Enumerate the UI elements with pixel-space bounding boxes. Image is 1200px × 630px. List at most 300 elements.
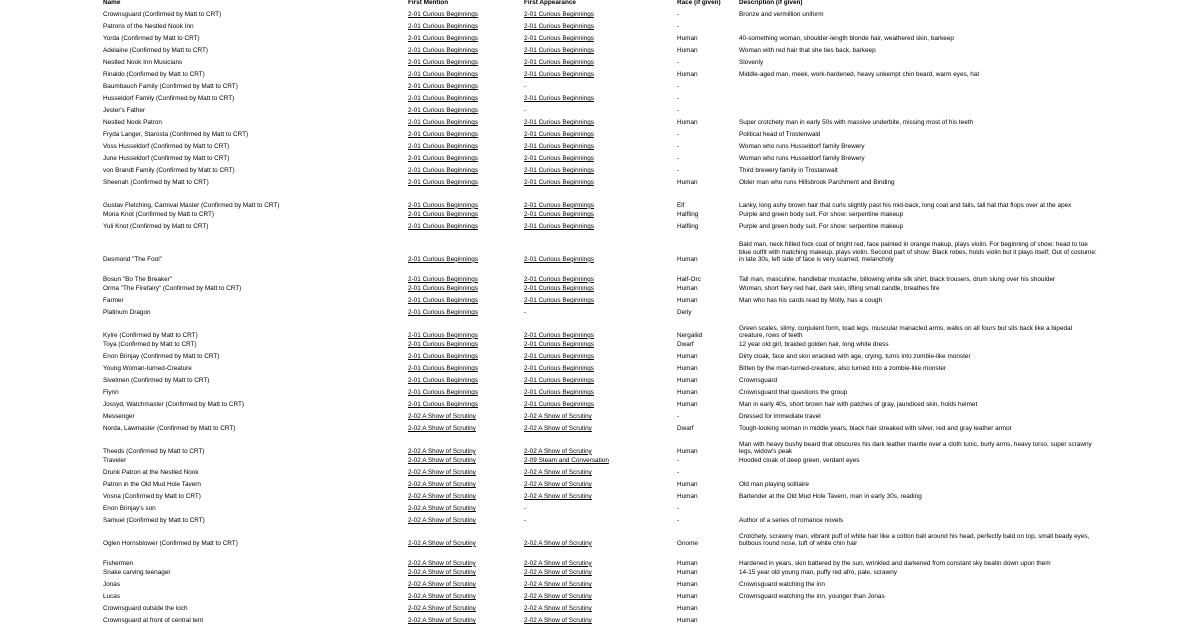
cell-first-mention-link[interactable]: 2-01 Curious Beginnings [408,47,478,55]
cell-first-appearance-link[interactable]: 2-01 Curious Beginnings [524,47,594,55]
cell-description: Purple and green body suit. For show: serpentine makeup [739,223,904,231]
cell-first-mention-link[interactable]: 2-01 Curious Beginnings [408,211,478,219]
cell-race: Gnome [677,539,698,547]
cell-first-mention [407,503,523,515]
table-row [102,81,1099,93]
cell-name: Oglen Hornsblower (Confirmed by Matt to CRT) [103,539,238,547]
cell-first-appearance-link[interactable]: 2-01 Curious Beginnings [524,119,594,127]
table-row [102,387,1099,399]
cell-first-appearance-link[interactable]: 2-02 A Show of Scrutiny [524,593,592,601]
cell-first-mention-link[interactable]: 2-02 A Show of Scrutiny [408,413,476,421]
cell-description: Political head of Trostenwald [739,131,821,139]
cell-first-mention-link[interactable]: 2-01 Curious Beginnings [408,223,478,231]
cell-first-mention-link[interactable]: 2-02 A Show of Scrutiny [408,505,476,513]
cell-first-mention [407,363,523,375]
table-row [102,295,1099,307]
cell-race: - [677,11,680,19]
cell-first-appearance [523,117,676,129]
cell-first-appearance [523,479,676,491]
cell-first-mention [407,177,523,189]
cell-first-appearance [523,177,676,189]
cell-race: Human [677,71,698,79]
cell-first-mention [407,263,523,283]
cell-race: Human [677,593,698,601]
cell-first-appearance-link[interactable]: 2-01 Curious Beginnings [524,23,594,31]
cell-first-mention [407,9,523,21]
table-row [102,411,1099,423]
cell-description: 12 year old girl, braided golden hair, long white dress [739,341,889,349]
table-row [102,515,1099,527]
cell-description: Woman who runs Husseldorf family Brewery [739,155,865,163]
cell-first-appearance [523,263,676,283]
cell-first-appearance-link[interactable]: 2-01 Curious Beginnings [524,71,594,79]
cell-name: Traveler [103,457,127,465]
cell-name: Husseldorf Family (Confirmed by Matt to CRT) [103,95,235,103]
cell-description [738,615,1099,627]
cell-first-mention-link[interactable]: 2-01 Curious Beginnings [408,377,478,385]
cell-description: Bald man, neck frilled fock coat of bright red, face painted in orange makup, plays violin. For beginning of show: head to toe blue outfit with matching makeup, plays violin. Second part of show: Black robes, holds violin but it plays itself; Out of costume: in late 30s, left side of face is very scarred, melancholy [739,241,1097,263]
cell-description: Old man playing solitaire [739,481,809,489]
cell-race: Human [677,47,698,55]
cell-race: - [677,457,680,465]
cell-first-mention-link[interactable]: 2-01 Curious Beginnings [408,23,478,31]
cell-name: Sivelmen (Confirmed by Matt to CRT) [103,377,210,385]
cell-first-mention [407,615,523,627]
cell-name: Drunk Patron at the Nestled Nook [103,469,199,477]
cell-first-mention-link[interactable]: 2-01 Curious Beginnings [408,401,478,409]
cell-first-appearance [523,45,676,57]
cell-first-mention-link[interactable]: 2-01 Curious Beginnings [408,365,478,373]
cell-name: Farmer [103,297,124,305]
cell-name: Gustav Fletching, Carnival Master (Confirmed by Matt to CRT) [103,201,280,209]
cell-description: Middle-aged man, meek, work-hardened, heavy unkempt chin beard, warm eyes, hat [739,71,980,79]
cell-race: Human [677,389,698,397]
cell-first-mention [407,165,523,177]
table-row [102,105,1099,117]
cell-race: Human [677,617,698,625]
cell-first-appearance [523,233,676,263]
cell-first-mention-link[interactable]: 2-02 A Show of Scrutiny [408,493,476,501]
cell-first-mention-link[interactable]: 2-01 Curious Beginnings [408,285,478,293]
cell-description: Woman with red hair that she ties back, barkeep [739,47,876,55]
cell-first-mention-link[interactable]: 2-01 Curious Beginnings [408,71,478,79]
cell-description: Author of a series of romance novels [739,517,844,525]
cell-first-mention-link[interactable]: 2-01 Curious Beginnings [408,155,478,163]
cell-name: Nestled Nook Inn Musicians [103,59,183,67]
cell-description: 14-15 year old young man, puffy red afro, pale, scrawny [739,569,897,577]
cell-name: von Brandt Family (Confirmed by Matt to CRT) [103,167,235,175]
cell-description: Crownsguard that questions the group [739,389,848,397]
cell-first-mention [407,93,523,105]
cell-race: Halfling [677,211,699,219]
cell-first-appearance-link[interactable]: 2-01 Curious Beginnings [524,201,594,209]
table-row [102,615,1099,627]
cell-first-appearance [523,423,676,435]
cell-first-mention-link[interactable]: 2-01 Curious Beginnings [408,297,478,305]
cell-name: Platinum Dragon [103,309,151,317]
cell-description: Older man who runs Hillsbrook Parchment and Binding [739,179,895,187]
cell-first-mention-link[interactable]: 2-01 Curious Beginnings [408,167,478,175]
cell-first-mention-link[interactable]: 2-02 A Show of Scrutiny [408,469,476,477]
table-row [102,591,1099,603]
cell-first-appearance-link[interactable]: 2-02 A Show of Scrutiny [524,581,592,589]
table-row [102,567,1099,579]
cell-race: Human [677,255,698,263]
cell-first-mention [407,547,523,567]
cell-first-appearance [523,567,676,579]
table-row [102,491,1099,503]
cell-first-appearance [523,69,676,81]
table-row [102,375,1099,387]
table-row [102,165,1099,177]
cell-name: Fryda Langer, Starosta (Confirmed by Matt to CRT) [103,131,249,139]
cell-first-appearance-link[interactable]: 2-01 Curious Beginnings [524,143,594,151]
cell-first-appearance-link[interactable]: 2-02 A Show of Scrutiny [524,493,592,501]
cell-first-appearance-link[interactable]: 2-01 Curious Beginnings [524,167,594,175]
table-row [102,9,1099,21]
cell-first-appearance-link[interactable]: 2-01 Curious Beginnings [524,377,594,385]
cell-description: Lanky, long ashy brown hair that curls slightly past his mid-back, long coat and tails, tall hat that flops over at the apex [739,201,1072,209]
cell-name: Flynn [103,389,119,397]
cell-first-mention [407,515,523,527]
cell-first-appearance-link[interactable]: 2-02 A Show of Scrutiny [524,559,592,567]
cell-first-mention [407,527,523,547]
cell-race: Half-Orc [677,275,701,283]
table-row [102,319,1099,339]
cell-first-mention [407,153,523,165]
table-row [102,57,1099,69]
cell-first-appearance [523,189,676,209]
cell-first-mention [407,479,523,491]
cell-first-appearance-link[interactable]: 2-01 Curious Beginnings [524,211,594,219]
table-row [102,435,1099,455]
table-row [102,209,1099,221]
cell-race: Human [677,353,698,361]
cell-description: Dirty cloak, face and skin wracked with age, crying, turns into zombie-like monster [739,353,971,361]
cell-first-mention-link[interactable]: 2-02 A Show of Scrutiny [408,569,476,577]
cell-name: Toya (Confirmed by Matt to CRT) [103,341,197,349]
cell-first-appearance [523,547,676,567]
cell-first-mention-link[interactable]: 2-02 A Show of Scrutiny [408,593,476,601]
cell-name: Adelaine (Confirmed by Matt to CRT) [103,47,209,55]
cell-race: Human [677,285,698,293]
cell-description [738,307,1099,319]
cell-first-appearance-link[interactable]: 2-01 Curious Beginnings [524,223,594,231]
cell-race: Human [677,581,698,589]
cell-race: - [677,23,680,31]
cell-description: Woman who runs Husseldorf family Brewery [739,143,865,151]
cell-first-appearance-link[interactable]: 2-01 Curious Beginnings [524,11,594,19]
cell-race: Dwarf [677,425,694,433]
cell-description: Woman, short fiery red hair, dark skin, lifting small candle, breathes fire [739,285,940,293]
cell-first-mention-link[interactable]: 2-01 Curious Beginnings [408,255,478,263]
table-row [102,547,1099,567]
cell-name: Snake carving teenager [103,569,171,577]
cell-first-appearance-link[interactable]: 2-01 Curious Beginnings [524,401,594,409]
cell-first-appearance [523,467,676,479]
cell-description: Slovenly [739,59,764,67]
cell-first-appearance-link[interactable]: 2-01 Curious Beginnings [524,275,594,283]
header-description: Description (if given) [739,0,803,7]
cell-description [738,93,1099,105]
cell-first-mention-link[interactable]: 2-01 Curious Beginnings [408,341,478,349]
npc-spreadsheet [102,0,1099,627]
cell-first-mention [407,455,523,467]
cell-first-mention-link[interactable]: 2-01 Curious Beginnings [408,83,478,91]
cell-first-appearance-link[interactable]: 2-02 A Show of Scrutiny [524,447,592,455]
cell-first-mention [407,307,523,319]
cell-first-mention-link[interactable]: 2-02 A Show of Scrutiny [408,481,476,489]
cell-first-mention-link[interactable]: 2-01 Curious Beginnings [408,179,478,187]
cell-name: Fishermen [103,559,134,567]
cell-first-mention-link[interactable]: 2-01 Curious Beginnings [408,35,478,43]
cell-first-appearance [523,339,676,351]
cell-first-appearance-link[interactable]: 2-02 A Show of Scrutiny [524,469,592,477]
cell-first-appearance-link[interactable]: 2-01 Curious Beginnings [524,131,594,139]
cell-description: Tough-looking woman in middle years, black hair streaked with silver, red and gray leather armor [739,425,1012,433]
cell-first-mention [407,351,523,363]
cell-first-appearance [523,527,676,547]
cell-first-appearance-link[interactable]: 2-01 Curious Beginnings [524,389,594,397]
table-row [102,177,1099,189]
table-row [102,527,1099,547]
cell-description: Man with heavy bushy beard that obscures his dark leather mantle over a cloth tunic, burly arms, heavy torso, super scrawny legs, widow's peak [739,440,1092,455]
cell-race: Human [677,297,698,305]
cell-first-appearance [523,491,676,503]
cell-first-appearance-link[interactable]: 2-01 Curious Beginnings [524,35,594,43]
cell-race: Human [677,365,698,373]
cell-first-appearance [523,375,676,387]
cell-first-appearance-link[interactable]: 2-01 Curious Beginnings [524,179,594,187]
cell-first-appearance [523,455,676,467]
table-row [102,69,1099,81]
table-row [102,579,1099,591]
cell-first-mention-link[interactable]: 2-01 Curious Beginnings [408,131,478,139]
cell-first-mention [407,45,523,57]
cell-first-appearance-link[interactable]: 2-02 A Show of Scrutiny [524,413,592,421]
cell-first-appearance-link[interactable]: 2-01 Curious Beginnings [524,353,594,361]
table-row [102,117,1099,129]
cell-first-appearance-link[interactable]: 2-01 Curious Beginnings [524,285,594,293]
cell-name: Mona Knot (Confirmed by Matt to CRT) [103,211,215,219]
cell-first-appearance-link[interactable]: 2-01 Curious Beginnings [524,255,594,263]
cell-race: Human [677,447,698,455]
cell-name: Messenger [103,413,135,421]
cell-description: Third brewery family in Trostanwalt [739,167,838,175]
cell-first-mention [407,435,523,455]
table-row [102,423,1099,435]
cell-first-mention [407,295,523,307]
cell-first-appearance [523,21,676,33]
cell-description [738,467,1099,479]
cell-first-mention [407,387,523,399]
cell-description: Bronze and vermillion uniform [739,11,824,19]
cell-first-mention-link[interactable]: 2-01 Curious Beginnings [408,95,478,103]
cell-name: Theeds (Confirmed by Matt to CRT) [103,447,205,455]
cell-first-appearance-link[interactable]: 2-01 Curious Beginnings [524,297,594,305]
cell-first-mention [407,57,523,69]
cell-name: Young Woman-turned-Creature [103,365,192,373]
table-row [102,603,1099,615]
cell-name: Orma "The Firefairy" (Confirmed by Matt to CRT) [103,285,242,293]
cell-first-appearance [523,579,676,591]
cell-first-appearance-link[interactable]: 2-02 A Show of Scrutiny [524,539,592,547]
cell-name: Norda, Lawmaster (Confirmed by Matt to CRT) [103,425,236,433]
cell-first-mention-link[interactable]: 2-01 Curious Beginnings [408,143,478,151]
cell-race: - [677,469,680,477]
cell-name: Crownsguard outside the loch [103,605,188,613]
cell-first-mention-link[interactable]: 2-01 Curious Beginnings [408,309,478,317]
cell-race: - [677,59,680,67]
cell-first-mention-link[interactable]: 2-01 Curious Beginnings [408,275,478,283]
table-row [102,93,1099,105]
cell-first-mention-link[interactable]: 2-01 Curious Beginnings [408,119,478,127]
cell-first-appearance [523,57,676,69]
cell-first-appearance-link[interactable]: 2-09 Steam and Conversation [524,457,609,465]
cell-first-appearance [523,411,676,423]
cell-race: Human [677,481,698,489]
cell-name: Yuli Knot (Confirmed by Matt to CRT) [103,223,209,231]
table-row [102,363,1099,375]
cell-first-appearance: - [524,309,527,317]
cell-description: Man in early 40s, short brown hair with patches of gray, jaundiced skin, holds helmet [739,401,978,409]
cell-first-mention [407,141,523,153]
cell-first-mention [407,591,523,603]
cell-first-mention-link[interactable]: 2-02 A Show of Scrutiny [408,517,476,525]
cell-first-appearance [523,209,676,221]
cell-description: Hooded cloak of deep green, verdant eyes [739,457,860,465]
cell-name: Jossyd, Watchmaster (Confirmed by Matt to CRT) [103,401,244,409]
cell-description: 40-something woman, shoulder-length blonde hair, weathered skin, barkeep [739,35,954,43]
cell-description: Bartender at the Old Mud Hole Tavern, man in early 30s, reading [739,493,922,501]
cell-first-mention-link[interactable]: 2-02 A Show of Scrutiny [408,605,476,613]
cell-first-appearance [523,153,676,165]
cell-race: - [677,155,680,163]
cell-first-appearance-link[interactable]: 2-02 A Show of Scrutiny [524,569,592,577]
cell-description: Dressed for immediate travel [739,413,821,421]
cell-name: Crownsguard at front of central tent [103,617,204,625]
cell-first-mention-link[interactable]: 2-01 Curious Beginnings [408,331,478,339]
cell-name: Kylre (Confirmed by Matt to CRT) [103,331,198,339]
cell-first-appearance-link[interactable]: 2-01 Curious Beginnings [524,155,594,163]
cell-race: - [677,131,680,139]
cell-description: Super crotchety man in early 50s with massive underbite, missing most of his teeth [739,119,974,127]
header-first-appearance: First Appearance [524,0,576,7]
cell-description: Hardened in years, skin battered by the sun, wrinkled and darkened from constant sky beatin down upon them [739,559,1051,567]
cell-first-appearance-link[interactable]: 2-01 Curious Beginnings [524,365,594,373]
cell-first-appearance-link[interactable]: 2-02 A Show of Scrutiny [524,605,592,613]
cell-race: Elf [677,201,685,209]
cell-first-appearance-link[interactable]: 2-01 Curious Beginnings [524,95,594,103]
cell-description [738,21,1099,33]
cell-first-mention-link[interactable]: 2-01 Curious Beginnings [408,201,478,209]
cell-name: June Husseldorf (Confirmed by Matt to CRT) [103,155,230,163]
cell-first-mention-link[interactable]: 2-01 Curious Beginnings [408,107,478,115]
cell-first-appearance [523,9,676,21]
cell-first-mention-link[interactable]: 2-02 A Show of Scrutiny [408,617,476,625]
header-race: Race (if given) [677,0,721,7]
cell-first-appearance [523,387,676,399]
cell-description [738,81,1099,93]
cell-first-appearance-link[interactable]: 2-01 Curious Beginnings [524,341,594,349]
cell-first-mention [407,467,523,479]
cell-name: Yorda (Confirmed by Matt to CRT) [103,35,200,43]
cell-first-mention-link[interactable]: 2-02 A Show of Scrutiny [408,539,476,547]
cell-first-mention-link[interactable]: 2-02 A Show of Scrutiny [408,581,476,589]
cell-race: Human [677,605,698,613]
cell-first-appearance: - [524,107,527,115]
cell-first-appearance [523,351,676,363]
cell-race: Human [677,569,698,577]
cell-name: Sheenah (Confirmed by Matt to CRT) [103,179,209,187]
cell-first-appearance-link[interactable]: 2-02 A Show of Scrutiny [524,617,592,625]
cell-first-appearance [523,319,676,339]
npc-table [102,0,1099,627]
cell-first-mention [407,69,523,81]
cell-first-appearance [523,435,676,455]
cell-first-appearance [523,399,676,411]
cell-first-appearance-link[interactable]: 2-02 A Show of Scrutiny [524,481,592,489]
cell-first-mention [407,399,523,411]
table-row [102,399,1099,411]
cell-name: Lucas [103,593,121,601]
cell-race: Human [677,493,698,501]
cell-first-mention [407,375,523,387]
cell-first-appearance-link[interactable]: 2-01 Curious Beginnings [524,59,594,67]
cell-first-mention-link[interactable]: 2-02 A Show of Scrutiny [408,457,476,465]
table-row [102,503,1099,515]
cell-first-mention [407,283,523,295]
table-row [102,351,1099,363]
cell-first-mention-link[interactable]: 2-01 Curious Beginnings [408,11,478,19]
cell-first-mention-link[interactable]: 2-02 A Show of Scrutiny [408,447,476,455]
cell-first-mention [407,411,523,423]
cell-first-mention-link[interactable]: 2-01 Curious Beginnings [408,353,478,361]
cell-first-mention-link[interactable]: 2-02 A Show of Scrutiny [408,559,476,567]
cell-first-mention-link[interactable]: 2-02 A Show of Scrutiny [408,425,476,433]
cell-first-mention [407,567,523,579]
cell-name: Samuel (Confirmed by Matt to CRT) [103,517,205,525]
cell-first-mention-link[interactable]: 2-01 Curious Beginnings [408,59,478,67]
cell-race: Human [677,377,698,385]
table-row [102,141,1099,153]
cell-description [738,105,1099,117]
cell-first-mention-link[interactable]: 2-01 Curious Beginnings [408,389,478,397]
cell-first-appearance-link[interactable]: 2-01 Curious Beginnings [524,331,594,339]
header-row [102,0,1099,9]
cell-first-appearance [523,615,676,627]
cell-first-mention [407,33,523,45]
cell-first-appearance: - [524,517,527,525]
cell-name: Nestled Nook Patron [103,119,162,127]
cell-name: Rinaldo (Confirmed by Matt to CRT) [103,71,205,79]
cell-race: Human [677,119,698,127]
cell-race: - [677,505,680,513]
cell-first-appearance [523,129,676,141]
cell-name: Jester's Father [103,107,146,115]
cell-first-mention [407,233,523,263]
cell-name: Jonas [103,581,121,589]
cell-description: Man who has his cards read by Molly, has a cough [739,297,883,305]
cell-first-appearance: - [524,505,527,513]
cell-name: Vosna (Confirmed by Matt to CRT) [103,493,201,501]
cell-description: Crotchety, scrawny man, vibrant puff of white hair like a cotton ball around his head, perfectly bald on top, small beady eyes, bulbous round nose, tuft of white chin hair [739,532,1090,547]
cell-race: - [677,517,680,525]
cell-first-appearance-link[interactable]: 2-02 A Show of Scrutiny [524,425,592,433]
cell-first-mention [407,339,523,351]
cell-description: Tall man, masculine, handlebar mustache, billowing white silk shirt, black trousers, drum slung over his shoulder [739,275,1056,283]
table-row [102,283,1099,295]
